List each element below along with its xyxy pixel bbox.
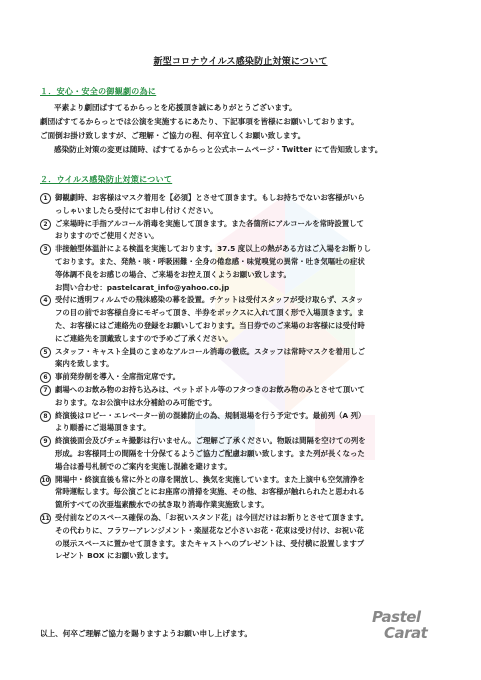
item-number-circle: 4 (40, 295, 51, 306)
list-item (40, 192, 456, 218)
item-text-line: 終演後面会及びチェキ撮影は行いません。ご理解ご了承ください。物販は間隔を空けての列を (55, 436, 366, 446)
list-item (40, 218, 456, 244)
item-text-line: の展示スペースに置かせて頂きます。またキャストへのプレゼントは、受付横に設置しますプ (55, 538, 365, 548)
item-text-line: より順番にご退場頂きます。 (55, 423, 151, 433)
item-number (40, 384, 52, 397)
item-number-circle: 6 (40, 372, 51, 383)
item-text-line: 開場中・終演直後も常に外との扉を開放し、換気を実施しています。また上演中も空気清浄を (55, 474, 365, 484)
item-text-line: フの目の前でお客様自身にモギって頂き、半券をボックスに入れて頂く形で入場頂きます。ま (55, 308, 365, 318)
section1-line: 平素より劇団ぱすてるからっとを応援頂き誠にありがとうございます。 (54, 103, 297, 112)
list-item (40, 410, 456, 436)
item-number (40, 410, 52, 423)
section1-line: 感染防止対策の変更は随時、ぱすてるからっと公式ホームページ・Twitter にて告知致します。 (54, 145, 383, 154)
item-text-line: 受付前などのスペース確保の為、「お祝いスタンド花」は今回だけはお断りとさせて頂きます。 (55, 512, 369, 522)
item-number-circle: 7 (40, 385, 51, 396)
item-number (40, 435, 52, 448)
item-text-line: ております。また、発熱・咳・呼吸困難・全身の倦怠感・味覚嗅覚の異常・吐き気嘔吐の症状 (55, 256, 365, 266)
item-text-line: おります。なお公演中は水分補給のみ可能です。 (55, 397, 217, 407)
item-text-line: ご来場時に手指アルコール消毒を実施して頂きます。また各箇所にアルコールを常時設置して (55, 218, 364, 228)
item-number (40, 243, 52, 256)
list-item (40, 346, 456, 372)
section1-line: 劇団ぱすてるからっとでは公演を実施するにあたり、下記事項を皆様にお願いしております。 (40, 117, 359, 126)
item-text-line: 受付に透明フィルムでの飛沫感染の幕を設置。チケットは受付スタッフが受け取らず、スタッ (55, 295, 364, 305)
item-text-line: おりますのでご使用ください。 (55, 231, 159, 241)
list-item (40, 474, 456, 512)
item-text-line: 常時運転します。毎公演ごとにお座席の清掃を実施、その他、お客様が触れられたと思われる (55, 487, 365, 497)
item-text-line: 形成。お客様同士の間隔を十分保てるようご協力ご配慮お願い致します。また列が長くなった (55, 448, 365, 458)
item-number-circle: 10 (41, 476, 50, 484)
item-text-line: た、お客様にはご連絡先の登録をお願いしております。当日券でのご来場のお客様には受付時 (55, 320, 365, 330)
item-number (40, 371, 52, 384)
item-number (40, 294, 52, 307)
item-text-line: っしゃいましたら受付にてお申し付けください。 (55, 205, 218, 215)
item-number-circle: 2 (40, 219, 51, 230)
section1-heading: １．安心・安全の御観劇の為に (40, 87, 157, 96)
item-number (40, 192, 52, 205)
item-number-circle: 8 (40, 411, 51, 422)
item-text-line: 非接触型体温計による検温を実施しております。37.5 度以上の熱がある方はご入場をお断りし (55, 244, 371, 254)
measures-list (40, 192, 456, 563)
section1-line: ご面倒お掛け致しますが、ご理解・ご協力の程、何卒宜しくお願い致します。 (40, 131, 306, 140)
pastel-carat-logo (372, 608, 442, 648)
closing-text: 以上、何卒ご理解ご協力を賜りますようお願い申し上げます。 (40, 629, 253, 638)
item-text-line: 劇場へのお飲み物のお持ち込みは、ペットボトル等のフタつきのお飲み物のみとさせて頂いて (55, 384, 365, 394)
item-text-line: スタッフ・キャスト全員のこまめなアルコール消毒の徹底。スタッフは常時マスクを着用しご (55, 346, 365, 356)
list-item (40, 371, 456, 384)
item-text-line: 等体調不良をお感じの場合、ご来場をお控え頂くようお願い致します。 (55, 269, 291, 279)
item-number-circle: 5 (40, 347, 51, 358)
item-text-line: 御観劇時、お客様はマスク着用を【必須】とさせて頂きます。もしお持ちでないお客様がいら (55, 193, 365, 202)
item-text-line: 場合は番号札制でのご案内を実施し混雑を避けます。 (55, 461, 232, 471)
item-number (40, 512, 52, 525)
list-item (40, 435, 456, 473)
list-item (40, 384, 456, 410)
item-number-circle: 3 (40, 244, 51, 255)
item-number-circle: 9 (40, 436, 51, 447)
item-number (40, 218, 52, 231)
item-number-circle: 11 (41, 514, 50, 522)
page-title: 新型コロナウイルス感染防止対策について (153, 57, 328, 67)
item-text-line: レゼント BOX にお願い致します。 (55, 551, 173, 561)
item-text-line: 案内を致します。 (55, 359, 114, 369)
list-item (40, 243, 456, 294)
item-text-line: 事前発券制を導入・全席指定席です。 (55, 372, 181, 382)
logo-line2: Carat (384, 624, 428, 642)
logo-line1: Pastel (372, 608, 421, 626)
item-number (40, 346, 52, 359)
item-text-line: お問い合わせ：pastelcarat_info@yahoo.co.jp (55, 282, 230, 292)
item-text-line: 箇所すべての次亜塩素酸水での拭き取り消毒作業実施致します。 (55, 500, 269, 510)
list-item (40, 294, 456, 345)
item-number-circle: 1 (40, 193, 51, 204)
item-text-line: その代わりに、フラワーアレンジメント・楽屋花など小さいお花・花束は受け付け、お祝い花 (55, 525, 364, 535)
section2-heading: ２．ウイルス感染防止対策について (40, 175, 173, 184)
item-text-line: にご連絡先を頂戴致しますので予めご了承ください。 (55, 333, 233, 343)
item-text-line: 終演後はロビー・エレベーター前の混雑防止の為、規制退場を行う予定です。最前列（A 列） (55, 410, 366, 420)
list-item (40, 512, 456, 563)
item-number (40, 474, 52, 487)
